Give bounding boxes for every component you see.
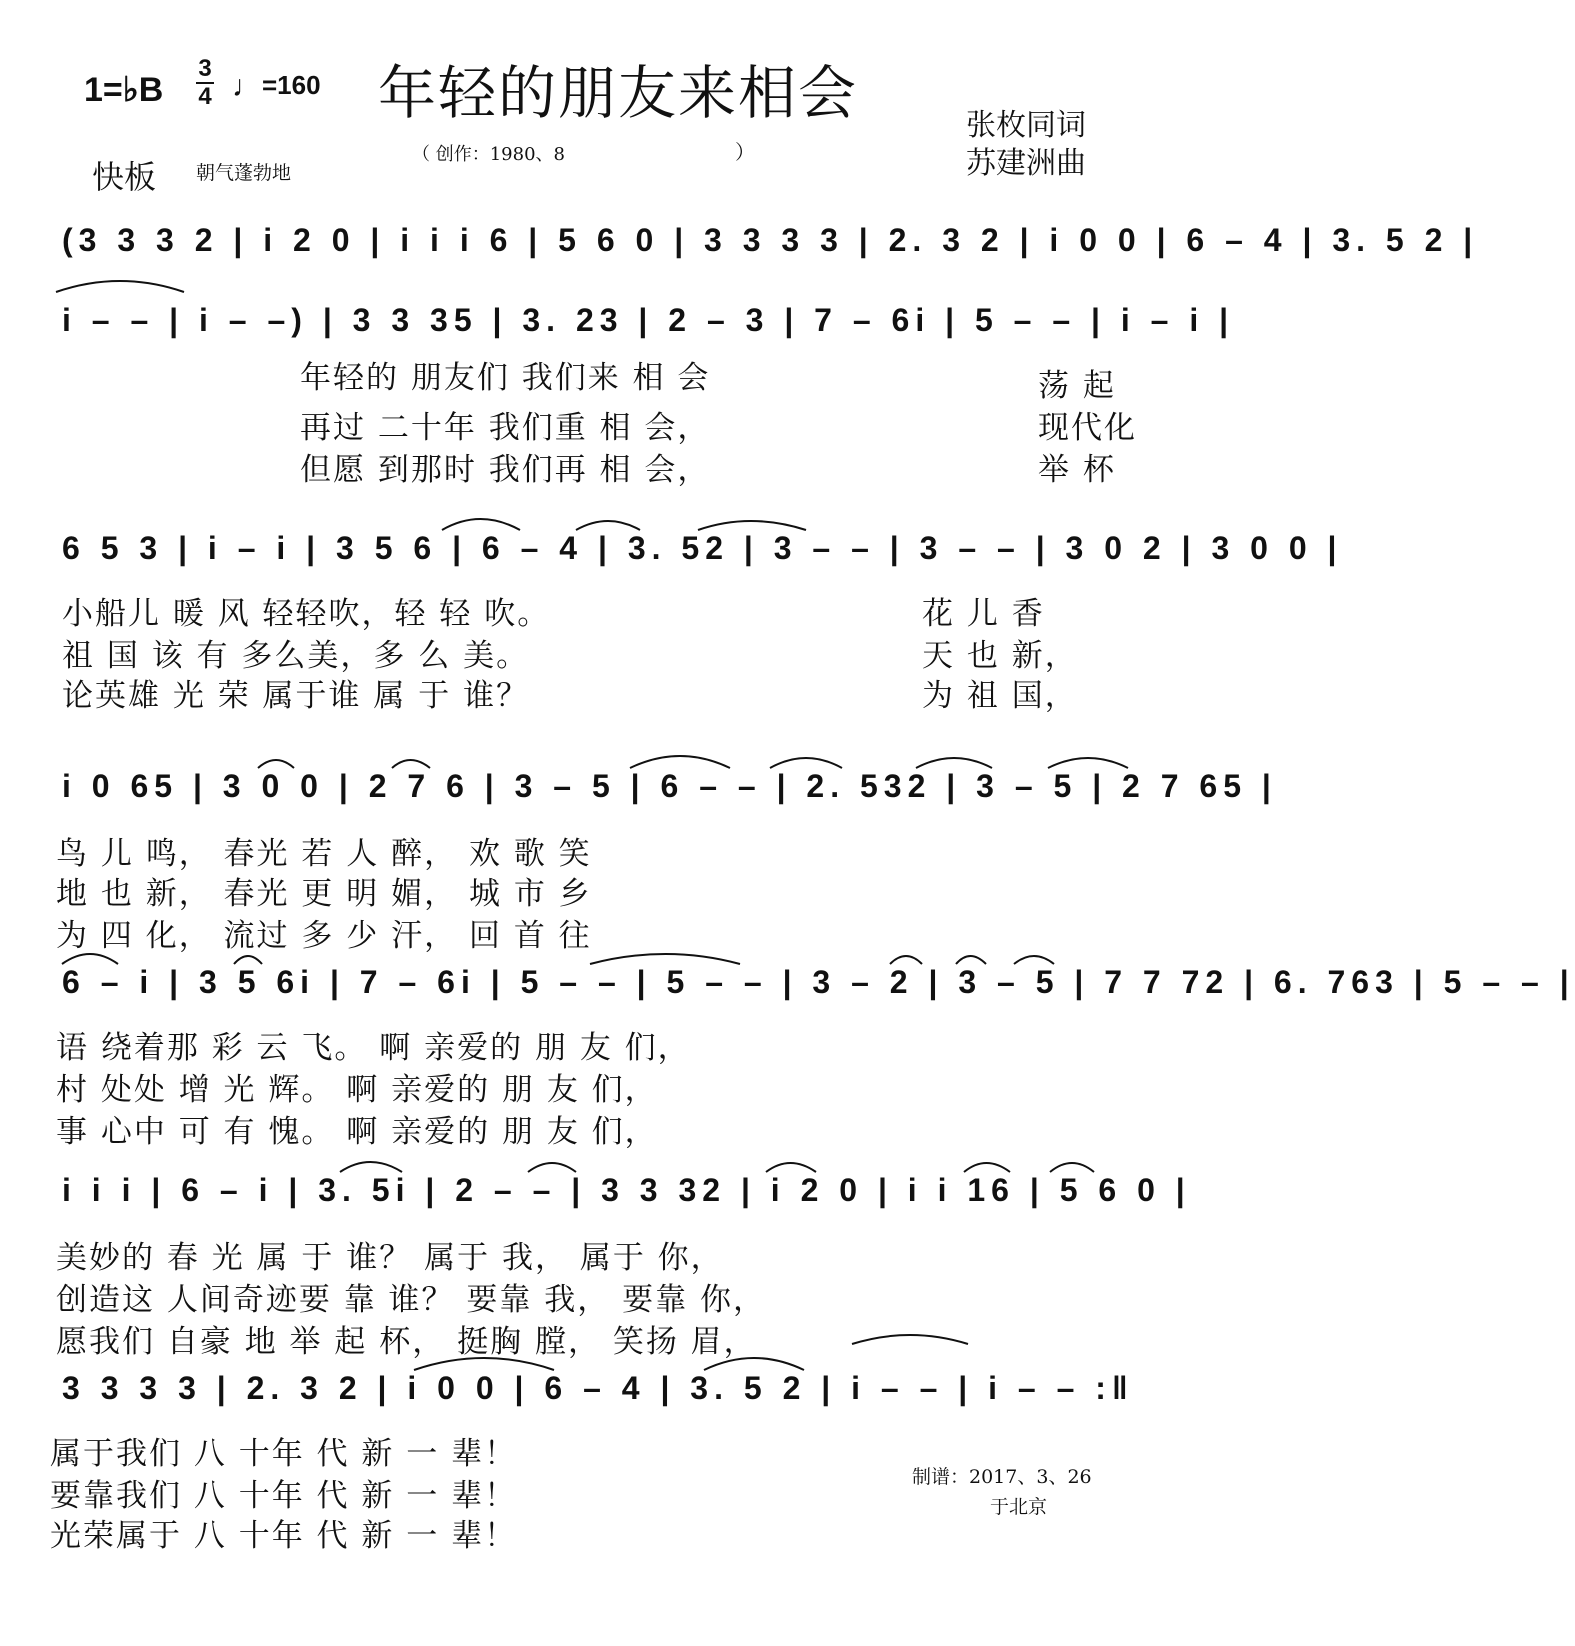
meter-bottom: 4: [198, 83, 212, 110]
composer-credit: 苏建洲曲: [966, 146, 1086, 181]
notation-line-5: 6 – i | 3 5 6i | 7 – 6i | 5 – – | 5 – – | 3 – 2 | 3 – 5 | 7 7 72 | 6. 763 | 5 – – |: [62, 964, 1575, 1000]
slur: [630, 756, 730, 768]
lyric-line-3-verse-3: 论英雄 光 荣 属于谁 属 于 谁？: [62, 678, 530, 714]
lyric-line-4-verse-2: 地 也 新， 春光 更 明 媚， 城 市 乡: [56, 876, 592, 912]
notation-line-4: i 0 65 | 3 0 0 | 2 7 6 | 3 – 5 | 6 – – | 2. 532 | 3 – 5 | 2 7 65 |: [62, 768, 1277, 804]
slur: [956, 956, 986, 964]
slur: [528, 1163, 576, 1172]
lyric-line-2-verse-3-end: 举 杯: [1038, 452, 1116, 488]
key-signature: 1=♭B: [84, 71, 164, 109]
lyric-line-3-verse-2-end: 天 也 新，: [922, 638, 1078, 674]
lyric-line-6-verse-2: 创造这 人间奇迹要 靠 谁？ 要靠 我， 要靠 你，: [56, 1282, 766, 1318]
slur: [576, 521, 640, 530]
lyric-line-2-verse-2: 再过 二十年 我们重 相 会，: [300, 410, 711, 446]
slur: [916, 758, 992, 768]
lyric-line-2-verse-1: 年轻的 朋友们 我们来 相 会: [300, 360, 711, 396]
tempo-value: =160: [262, 70, 321, 100]
slur: [890, 956, 922, 964]
notation-line-1: (3 3 3 2 | i 2 0 | i i i 6 | 5 6 0 | 3 3 3 3 | 2. 3 2 | i 0 0 | 6 – 4 | 3. 5 2 |: [62, 222, 1479, 258]
slur: [234, 956, 262, 964]
slur: [62, 954, 118, 964]
slur: [1014, 956, 1054, 964]
slur: [964, 1163, 1010, 1172]
expression-mark: 朝气蓬勃地: [196, 162, 292, 184]
slur: [340, 1162, 402, 1172]
lyric-line-2-verse-2-end: 现代化: [1038, 410, 1137, 446]
slur: [392, 760, 430, 768]
meter-top: 3: [198, 55, 212, 82]
lyric-line-7-verse-3: 光荣属于 八 十年 代 新 一 辈！: [50, 1518, 518, 1554]
slur: [1050, 1163, 1094, 1172]
creation-date-close: ）: [735, 140, 755, 164]
notation-line-2: i – – | i – –) | 3 3 35 | 3. 23 | 2 – 3 | 7 – 6i | 5 – – | i – i |: [62, 302, 1235, 338]
lyric-line-5-verse-3: 事 心中 可 有 愧。 啊 亲爱的 朋 友 们，: [56, 1114, 658, 1150]
tempo-term: 快板: [92, 158, 157, 196]
lyric-line-3-verse-2: 祖 国 该 有 多么美，多 么 美。: [62, 638, 530, 674]
lyric-line-6-verse-3: 愿我们 自豪 地 举 起 杯， 挺胸 膛， 笑扬 眉，: [56, 1324, 757, 1360]
slur: [590, 954, 740, 964]
quarter-note-icon: ♩: [232, 70, 262, 103]
slur: [258, 760, 294, 768]
lyric-line-4-verse-3: 为 四 化， 流过 多 少 汗， 回 首 往: [56, 918, 592, 954]
lyric-line-3-verse-1-end: 花 儿 香: [922, 596, 1045, 632]
lyric-line-4-verse-1: 鸟 儿 鸣， 春光 若 人 醉， 欢 歌 笑: [56, 836, 592, 872]
notation-line-3: 6 5 3 | i – i | 3 5 6 | 6 – 4 | 3. 52 | 3 – – | 3 – – | 3 0 2 | 3 0 0 |: [62, 530, 1343, 566]
lyric-line-2-verse-3: 但愿 到那时 我们再 相 会，: [300, 452, 711, 488]
transcription-place: 于北京: [990, 1496, 1048, 1518]
slur: [852, 1335, 968, 1344]
lyric-line-2-verse-1-end: 荡 起: [1038, 368, 1116, 404]
lyric-line-6-verse-1: 美妙的 春 光 属 于 谁？ 属于 我， 属于 你，: [56, 1240, 724, 1276]
slur: [56, 281, 184, 292]
slur: [442, 519, 520, 530]
notation-line-6: i i i | 6 – i | 3. 5i | 2 – – | 3 3 32 | i 2 0 | i i 16 | 5 6 0 |: [62, 1172, 1191, 1208]
slur: [766, 1163, 816, 1172]
notation-line-7: 3 3 3 3 | 2. 3 2 | i 0 0 | 6 – 4 | 3. 5 2 | i – – | i – – :‖: [62, 1370, 1134, 1406]
slur: [1048, 758, 1128, 768]
slur: [414, 1358, 554, 1370]
lyric-line-3-verse-3-end: 为 祖 国，: [922, 678, 1078, 714]
slur: [698, 521, 806, 530]
lyric-line-7-verse-2: 要靠我们 八 十年 代 新 一 辈！: [50, 1478, 518, 1514]
creation-date: （ 创作：1980、8: [412, 144, 565, 165]
lyric-line-5-verse-1: 语 绕着那 彩 云 飞。 啊 亲爱的 朋 友 们，: [56, 1030, 691, 1066]
slur: [704, 1358, 804, 1370]
transcription-date: 制谱：2017、3、26: [912, 1466, 1092, 1488]
lyricist-credit: 张枚同词: [966, 108, 1086, 143]
lyric-line-3-verse-1: 小船儿 暖 风 轻轻吹，轻 轻 吹。: [62, 596, 551, 632]
lyric-line-5-verse-2: 村 处处 增 光 辉。 啊 亲爱的 朋 友 们，: [56, 1072, 658, 1108]
song-title: 年轻的朋友来相会: [378, 59, 859, 127]
slur: [770, 758, 842, 768]
lyric-line-7-verse-1: 属于我们 八 十年 代 新 一 辈！: [50, 1436, 518, 1472]
